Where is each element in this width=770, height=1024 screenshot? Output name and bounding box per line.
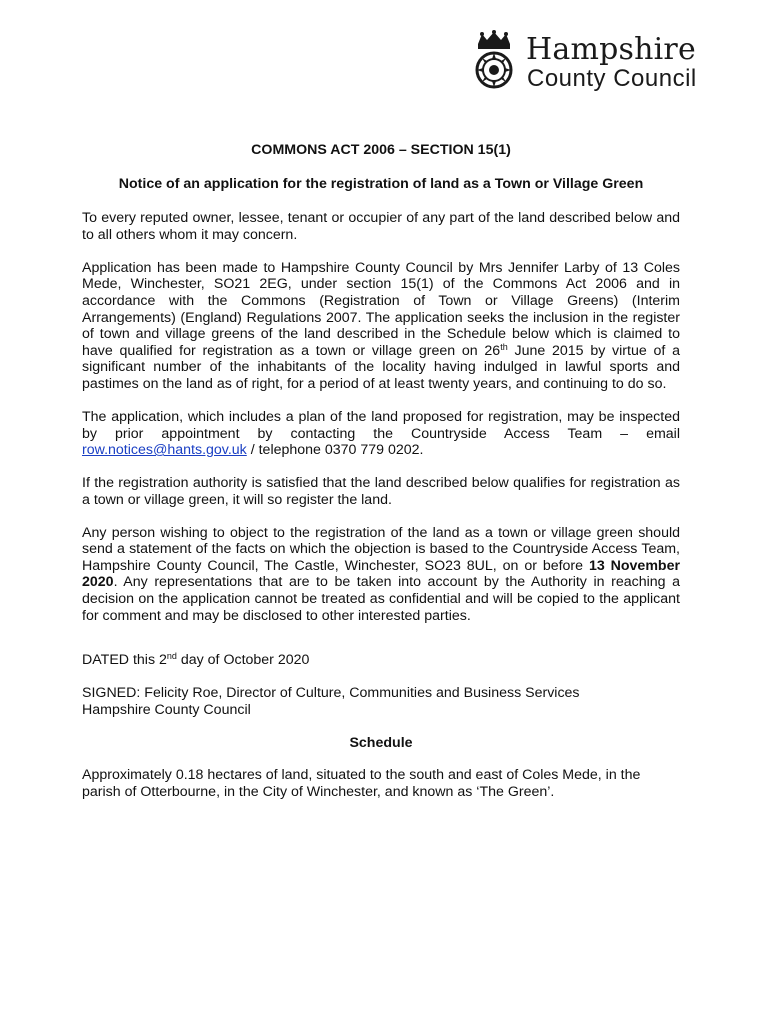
- notice-subheading: Notice of an application for the registration of land as a Town or Village Green: [118, 175, 644, 192]
- inspection-text-end: / telephone 0370 779 0202.: [246, 442, 424, 459]
- dated-text-start: DATED this 2: [82, 652, 167, 669]
- crown-rose-crest-icon: [468, 30, 520, 92]
- dated-line: [82, 652, 680, 669]
- registration-paragraph: If the registration authority is satisfied that the land described below qualifies for registration as a town or village green, it will so register the land.: [82, 475, 680, 508]
- notice-heading: COMMONS ACT 2006 – SECTION 15(1): [251, 142, 511, 158]
- logo-subtitle: County Council: [527, 65, 697, 92]
- date-superscript: th: [500, 341, 508, 352]
- objection-deadline: 13 November 2020: [82, 557, 681, 591]
- inspection-paragraph: [82, 409, 680, 459]
- logo-title: Hampshire: [526, 32, 696, 67]
- notice-body: [82, 142, 680, 817]
- objection-text-end: . Any representations that are to be taken into account by the Authority in reaching a decision on the application cannot be treated as confidential and will be copied to the applicant for comment and may be disclosed to other interested parties.: [82, 574, 680, 624]
- address-paragraph: To every reputed owner, lessee, tenant or occupier of any part of the land described below and to all others whom it may concern.: [82, 210, 680, 243]
- schedule-text: Approximately 0.18 hectares of land, situated to the south and east of Coles Mede, in the parish of Otterbourne, in the City of Winchester, and known as ‘The Green’.: [82, 767, 641, 800]
- objection-text-start: Any person wishing to object to the registration of the land as a town or village green should send a statement of the facts on which the objection is based to the Countryside Access Team, Hampshire County Council, The Castle, Winchester, SO23 8UL, on or before: [82, 524, 680, 574]
- schedule-title: Schedule: [349, 734, 413, 751]
- objection-paragraph: [82, 525, 680, 625]
- inspection-text-start: The application, which includes a plan of the land proposed for registration, may be inspected by prior appointment by contacting the Countryside Access Team – email: [82, 408, 680, 442]
- email-link[interactable]: row.notices@hants.gov.uk: [82, 442, 247, 459]
- council-logo: [468, 30, 708, 92]
- application-paragraph: [82, 260, 680, 393]
- application-text-end: June 2015 by virtue of a significant number of the inhabitants of the locality having indulged in lawful sports and pastimes on the land as of right, for a period of at least twenty years, and continuing to do so.: [82, 342, 680, 392]
- signed-organisation: Hampshire County Council: [82, 701, 251, 718]
- dated-text-end: day of October 2020: [176, 652, 310, 669]
- dated-superscript: nd: [166, 651, 177, 662]
- signed-by: SIGNED: Felicity Roe, Director of Culture, Communities and Business Services: [82, 685, 580, 702]
- application-text-start: Application has been made to Hampshire County Council by Mrs Jennifer Larby of 13 Coles Mede, Winchester, SO21 2EG, under section 15(1) of the Commons Act 2006 and in accordance with the Commons (Registration of Town or Village Greens) (Interim Arrangements) (England) Regulations 2007. The application seeks the inclusion in the register of town and village greens of the land described in the Schedule below which is claimed to have qualified for registration as a town or village green on 26: [82, 259, 680, 359]
- signature-block: [82, 685, 680, 718]
